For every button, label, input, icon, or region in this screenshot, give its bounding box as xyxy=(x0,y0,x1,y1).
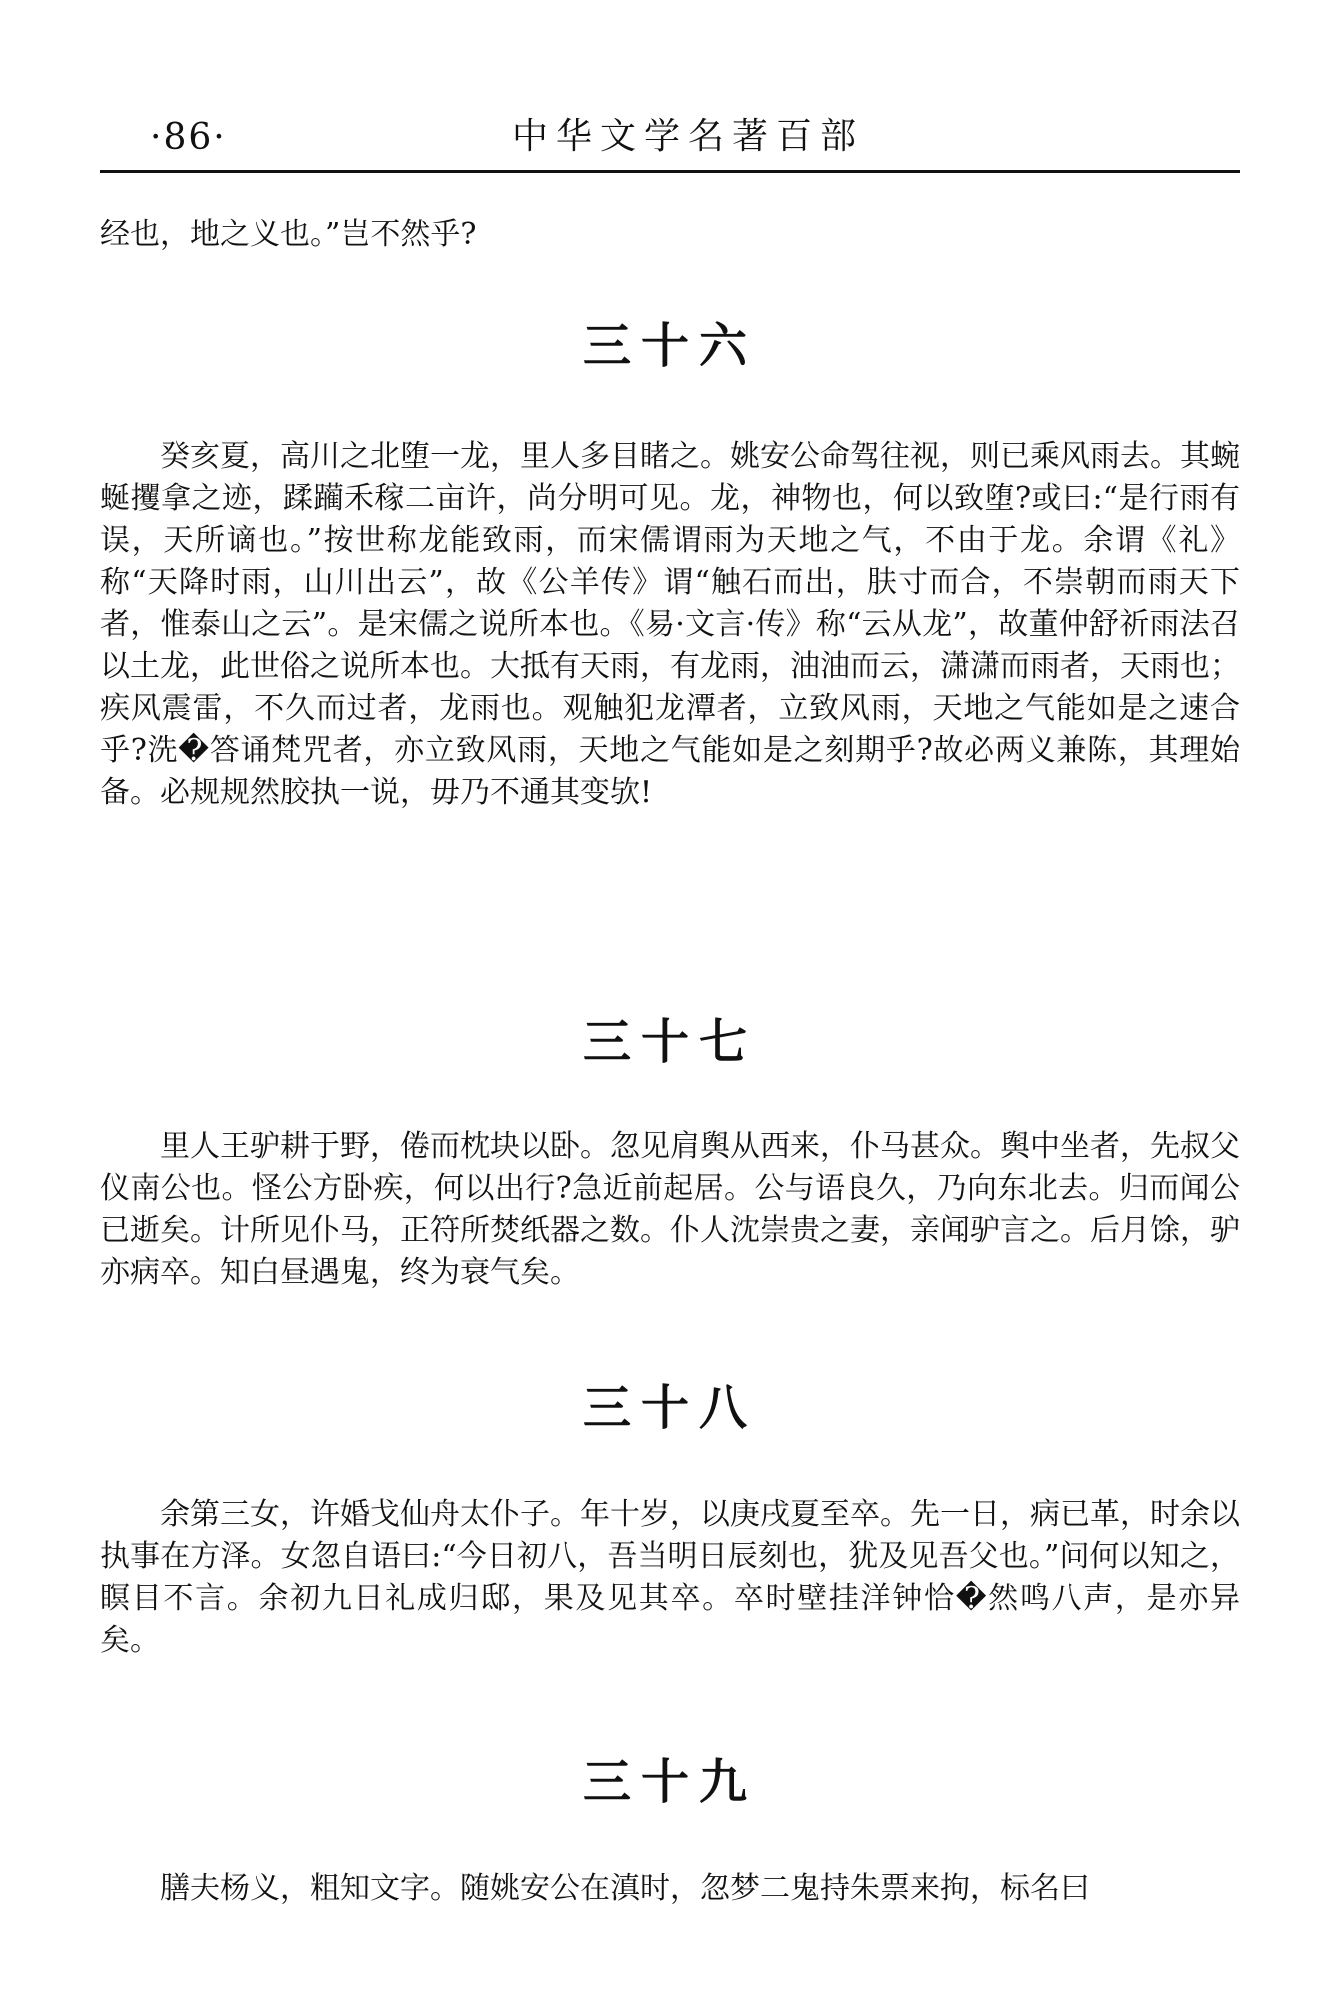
paragraph: 里人王驴耕于野，倦而枕块以卧。忽见肩舆从西来，仆马甚众。舆中坐者，先叔父仪南公也。怪公方卧疾，何以出行?急近前起居。公与语良久，乃向东北去。归而闻公已逝矣。计所见仆马，正符所焚纸器之数。仆人沈崇贵之妻，亲闻驴言之。后月馀，驴亦病卒。知白昼遇鬼，终为衰气矣。 xyxy=(100,1129,1240,1290)
continuation-paragraph xyxy=(100,214,1240,256)
section-body-39 xyxy=(100,1868,1240,1910)
section-body-36 xyxy=(100,436,1240,814)
section-body-37 xyxy=(100,1126,1240,1294)
page-header xyxy=(100,108,1240,173)
section-body-38 xyxy=(100,1494,1240,1662)
continuation-text: 经也，地之义也。”岂不然乎? xyxy=(100,217,477,252)
paragraph: 膳夫杨义，粗知文字。随姚安公在滇时，忽梦二鬼持朱票来拘，标名曰 xyxy=(160,1871,1090,1906)
section-heading-39: 三十九 xyxy=(582,1754,757,1810)
section-heading-38: 三十八 xyxy=(582,1380,757,1436)
paragraph: 癸亥夏，高川之北堕一龙，里人多目睹之。姚安公命驾往视，则已乘风雨去。其蜿蜒攫拿之迹，蹂躏禾稼二亩许，尚分明可见。龙，神物也，何以致堕?或曰:“是行雨有误，天所谪也。”按世称龙能致雨，而宋儒谓雨为天地之气，不由于龙。余谓《礼》称“天降时雨，山川出云”，故《公羊传》谓“触石而出，肤寸而合，不崇朝而雨天下者，惟泰山之云”。是宋儒之说所本也。《易·文言·传》称“云从龙”，故董仲舒祈雨法召以土龙，此世俗之说所本也。大抵有天雨，有龙雨，油油而云，潇潇而雨者，天雨也；疾风震雷，不久而过者，龙雨也。观触犯龙潭者，立致风雨，天地之气能如是之速合乎?洗�答诵梵咒者，亦立致风雨，天地之气能如是之刻期乎?故必两义兼陈，其理始备。必规规然胶执一说，毋乃不通其变欤! xyxy=(100,439,1240,810)
book-title: 中华文学名著百部 xyxy=(512,116,865,157)
section-heading-37: 三十七 xyxy=(582,1014,757,1070)
page-number: ·86· xyxy=(150,117,227,158)
section-heading-36: 三十六 xyxy=(582,318,757,374)
paragraph: 余第三女，许婚戈仙舟太仆子。年十岁，以庚戌夏至卒。先一日，病已革，时余以执事在方泽。女忽自语曰:“今日初八，吾当明日辰刻也，犹及见吾父也。”问何以知之，瞑目不言。余初九日礼成归邸，果及见其卒。卒时壁挂洋钟恰�然鸣八声，是亦异矣。 xyxy=(100,1497,1240,1658)
